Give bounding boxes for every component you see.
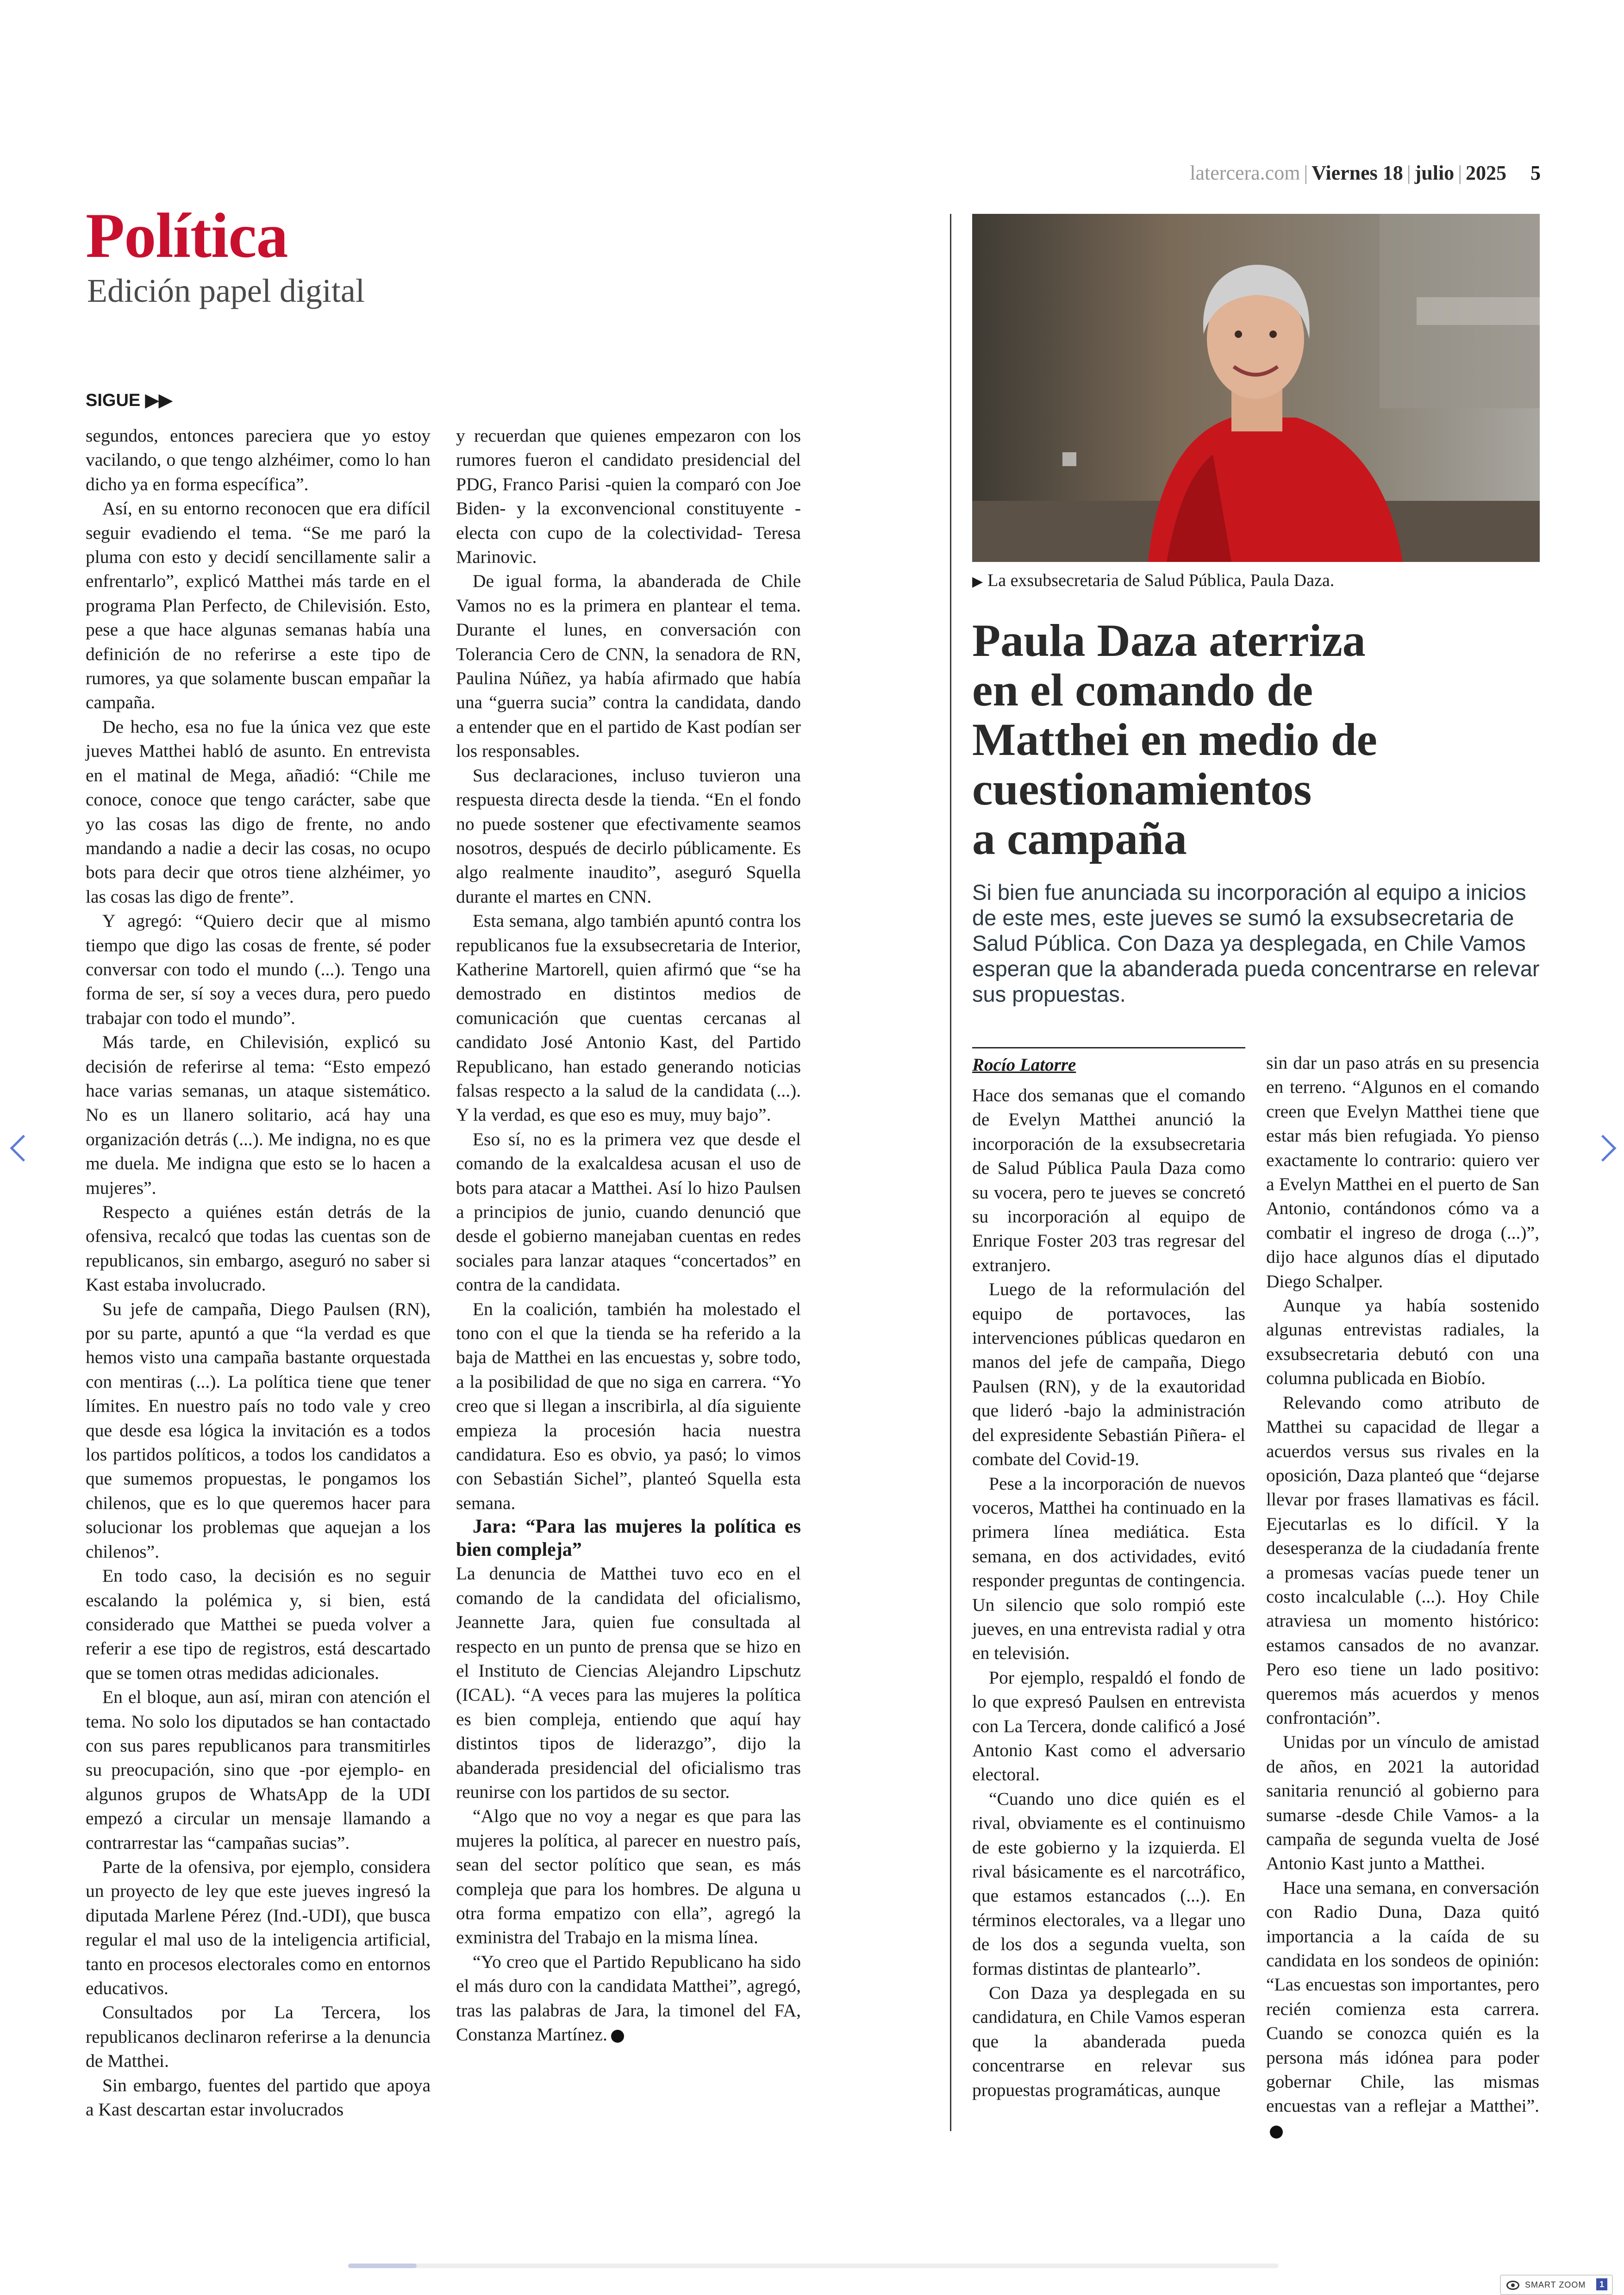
article-headline — [972, 616, 1540, 863]
caption-triangle-icon: ▶ — [972, 574, 983, 589]
paragraph: Consultados por La Tercera, los republicanos declinaron referirse a la denuncia de Matthei. — [86, 2002, 431, 2071]
smart-zoom-label: SMART ZOOM — [1525, 2280, 1586, 2289]
paragraph: Por ejemplo, respaldó el fondo de lo que expresó Paulsen en entrevista con La Tercera, donde calificó a José Antonio Kast como el adversario electoral. — [972, 1667, 1245, 1785]
paragraph: De hecho, esa no fue la única vez que este jueves Matthei habló de asunto. En entrevista en el matinal de Mega, añadió: “Chile me conoce, conoce que tengo carácter, sabe que yo las cosas las digo de frente, no ando mandando a nadie a decir las cosas, no ocupo bots para decir que otros tiene alzhéimer, yo las cosas las digo de frente”. — [86, 716, 431, 907]
paragraph: Eso sí, no es la primera vez que desde el comando de la exalcaldesa acusan el uso de bots para atacar a Matthei. Así lo hizo Paulsen a principios de junio, cuando denunció que desde el gobierno manejaban cuentas en redes sociales para lanzar ataques “concertados” en contra de la candidata. — [456, 1129, 801, 1295]
paragraph: Aunque ya había sostenido algunas entrevistas radiales, la exsubsecretaria debutó con una columna publicada en Biobío. — [1266, 1295, 1539, 1389]
paragraph-text: Hace una semana, en conversación con Radio Duna, Daza quitó importancia a la caída de su candidata en los sondeos de opinión: “Las encuestas son importantes, pero recién comienza esta carrera. Cuando se conozca quién es la persona más idónea para poder gobernar Chile, las mismas encuestas van a reflejar a Matthei”. — [1266, 1877, 1539, 2116]
paragraph: De igual forma, la abanderada de Chile Vamos no es la primera en plantear el tema. Durante el lunes, en conversación con Tolerancia Cero de CNN, la senadora de RN, Paulina Núñez, ya había afirmado que había una “guerra sucia” contra la candidata, dando a entender que en el partido de Kast podían ser los responsables. — [456, 571, 801, 761]
page-number: 5 — [1530, 162, 1541, 184]
section-title: Política — [86, 200, 288, 271]
eye-icon — [1506, 2281, 1519, 2290]
right-article-column-2 — [1266, 1051, 1539, 2142]
paragraph: Hace dos semanas que el comando de Evelyn Matthei anunció la incorporación de la exsubsecretaria de Salud Pública Paula Daza como su vocera, pero te jueves se concretó su incorporación al equipo de Enrique Foster 203 tras regresar del extranjero. — [972, 1085, 1245, 1275]
continued-label: SIGUE ▶▶ — [86, 391, 173, 410]
paragraph: Sin embargo, fuentes del partido que apoya a Kast descartan estar involucrados — [86, 2075, 431, 2120]
paragraph: Luego de la reformulación del equipo de portavoces, las intervenciones públicas quedaron en manos del jefe de campaña, Diego Paulsen (RN), y de la exautoridad que lideró -bajo la administración del expresidente Sebastián Piñera- el combate del Covid-19. — [972, 1279, 1245, 1470]
article-subheading: Jara: “Para las mujeres la política es bien compleja” — [456, 1516, 801, 1561]
page-header: latercera.com | Viernes 18 | julio | 2025 5 — [1190, 162, 1541, 184]
edition-subtitle: Edición papel digital — [87, 272, 365, 309]
paragraph: Sus declaraciones, incluso tuvieron una respuesta directa desde la tienda. “En el fondo no puede sostener que efectivamente seamos nosotros, después de decirlo públicamente. Es algo realmente inaudito”, aseguró Squella durante el martes en CNN. — [456, 765, 801, 907]
headline-line: Matthei en medio de — [972, 714, 1377, 765]
smart-zoom-button[interactable] — [1500, 2275, 1613, 2295]
paragraph — [456, 1950, 801, 2047]
previous-page-arrow-icon[interactable] — [10, 1135, 37, 1162]
paragraph: Unidas por un vínculo de amistad de años, en 2021 la autoridad sanitaria renunció al gobierno para sumarse -desde Chile Vamos- a la campaña de segunda vuelta de José Antonio Kast junto a Matthei. — [1266, 1732, 1539, 1874]
paragraph: En el bloque, aun así, miran con atención el tema. No solo los diputados se han contactado con sus pares republicanos para transmitirles su preocupación, sino que -por ejemplo- en algunos grupos de WhatsApp de la UDI empezó a circular un mensaje llamando a contrarrestar las “campañas sucias”. — [86, 1687, 431, 1853]
article-byline: Rocío Latorre — [972, 1055, 1076, 1075]
byline-divider — [972, 1047, 1245, 1048]
paragraph — [1266, 1876, 1539, 2142]
paragraph: “Cuando uno dice quién es el rival, obviamente es el continuismo de este gobierno y la izquierda. El rival básicamente es el narcotráfico, que estamos estancados (...). En términos electorales, va a llegar uno de los dos a segunda vuelta, son formas distintas de plantearlo”. — [972, 1788, 1245, 1979]
headline-line: Paula Daza aterriza — [972, 615, 1366, 666]
paragraph: Así, en su entorno reconocen que era difícil seguir evadiendo el tema. “Se me paró la pluma con esto y decidí sencillamente salir a enfrentarlo”, explicó Matthei más tarde en el programa Plan Perfecto, de Chilevisión. Esto, pese a que hace algunas semanas había una definición de no referirse a este tipo de rumores, ya que solamente buscan empañar la campaña. — [86, 498, 431, 713]
paragraph: Esta semana, algo también apuntó contra los republicanos fue la exsubsecretaria de Interior, Katherine Martorell, quien afirmó que “se ha demostrado en distintos medios de comunicación que cuentas cercanas al candidato José Antonio Kast, del Partido Republicano, han estado generando noticias falsas respecto a la salud de la candidata (...). Y la verdad, es que eso es muy, muy bajo”. — [456, 911, 801, 1125]
page-indicator-badge: 1 — [1596, 2278, 1607, 2290]
left-article-column-2 — [456, 424, 801, 2046]
paragraph: “Algo que no voy a negar es que para las mujeres la política, al parecer en nuestro país, sean del sector político que sean, es más compleja que para los hombres. De alguna u otra forma empatizo con ella”, agregó la exministra del Trabajo en la misma línea. — [456, 1806, 801, 1948]
paragraph-text: “Yo creo que el Partido Republicano ha sido el más duro con la candidata Matthei”, agregó, tras las palabras de Jara, la timonel del FA, Constanza Martínez. — [456, 1951, 801, 2045]
paragraph: Parte de la ofensiva, por ejemplo, considera un proyecto de ley que este jueves ingresó la diputada Marlene Pérez (Ind.-UDI), que busca regular el mal uso de la inteligencia artificial, tanto en procesos electorales como en entornos educativos. — [86, 1856, 431, 1998]
paragraph: Con Daza ya desplegada en su candidatura, en Chile Vamos esperan que la abanderada pueda concentrarse en relevar sus propuestas programáticas, aunque — [972, 1983, 1245, 2100]
paragraph: Respecto a quiénes están detrás de la ofensiva, recalcó que todas las cuentas son de republicanos, sin embargo, aseguró no saber si Kast estaba involucrado. — [86, 1202, 431, 1295]
paragraph: sin dar un paso atrás en su presencia en terreno. “Algunos en el comando creen que Evelyn Matthei tiene que estar más bien refugiada. Yo pienso exactamente lo contrario: quiero ver a Evelyn Matthei en el puerto de San Antonio, contándonos cómo va a combatir el ingreso de droga (...)”, dijo hace algunos días el diputado Diego Schalper. — [1266, 1053, 1539, 1291]
column-divider — [950, 214, 951, 2131]
issue-day: Viernes 18 — [1312, 162, 1403, 184]
paragraph: Pese a la incorporación de nuevos voceros, Matthei ha continuado en la primera línea mediática. Esta semana, en dos actividades, evitó responder preguntas de contingencia. Un silencio que solo rompió este jueves, en una entrevista radial y otra en televisión. — [972, 1473, 1245, 1664]
paragraph: y recuerdan que quienes empezaron con los rumores fueron el candidato presidencial del PDG, Franco Parisi -quien la comparó con Joe Biden- y la exconvencional constituyente -electa con cupo de la colectividad- Teresa Marinovic. — [456, 425, 801, 568]
paragraph: Su jefe de campaña, Diego Paulsen (RN), por su parte, apuntó a que “la verdad es que hemos visto una campaña bastante orquestada con mentiras (...). La política tiene que tener límites. En nuestro país no todo vale y creo que desde esa lógica la invitación es a todos los partidos políticos, a todos los candidatos a que sumemos propuestas, le pongamos los chilenos, que es lo que queremos hacer para solucionar los problemas que aquejan a los chilenos”. — [86, 1298, 431, 1562]
page-scrollbar-thumb[interactable] — [348, 2264, 417, 2268]
page-scrollbar-track[interactable] — [348, 2264, 1279, 2268]
paragraph: En la coalición, también ha molestado el tono con el que la tienda se ha referido a la baja de Matthei en las encuestas y, sobre todo, a la posibilidad de que no siga en carrera. “Yo creo que si llegan a inscribirla, al día siguiente empieza la procesión hacia nuestra candidatura. Eso es obvio, ya pasó; lo vimos con Sebastián Sichel”, planteó Squella esta semana. — [456, 1298, 801, 1513]
article-lead: Si bien fue anunciada su incorporación al equipo a inicios de este mes, este jueves se sumó la exsubsecretaria de Salud Pública. Con Daza ya desplegada, en Chile Vamos esperan que la abanderada pueda concentrarse en relevar sus propuestas. — [972, 880, 1540, 1006]
headline-line: a campaña — [972, 813, 1187, 864]
caption-text: La exsubsecretaria de Salud Pública, Paula Daza. — [987, 571, 1335, 590]
paragraph: segundos, entonces pareciera que yo estoy vacilando, o que tengo alzhéimer, como lo han dicho ya en forma específica”. — [86, 425, 431, 494]
end-of-article-mark — [611, 2030, 624, 2043]
paragraph: Relevando como atributo de Matthei su capacidad de llegar a acuerdos versus sus rivales en la oposición, Daza planteó que “dejarse llevar por frases llamativas es fácil. Ejecutarlas es lo difícil. Y la desesperanza de la ciudadanía frente a promesas vacías puede tener un costo incalculable (...). Hoy Chile atraviesa un momento histórico: estamos cansados de no avanzar. Pero eso tiene un lado positivo: queremos más acuerdos y menos confrontación”. — [1266, 1392, 1539, 1728]
paragraph: Más tarde, en Chilevisión, explicó su decisión de referirse al tema: “Esto empezó hace varias semanas, un ataque sistemático. No es un llanero solitario, acá hay una organización detrás (...). Me indigna, no es que me duela. Me indigna que esto se lo hacen a mujeres”. — [86, 1032, 431, 1198]
paragraph: La denuncia de Matthei tuvo eco en el comando de la candidata del oficialismo, Jeannette Jara, quien fue consultada al respecto en un punto de prensa que se hizo en el Instituto de Ciencias Alejandro Lipschutz (ICAL). “A veces para las mujeres la política es bien compleja, entiendo que aquí hay distintos tipos de liderazgo”, dijo la abanderada presidencial del oficialismo tras reunirse con los partidos de su sector. — [456, 1563, 801, 1802]
right-article-column-1 — [972, 1083, 1245, 2102]
photo-caption — [972, 570, 1334, 591]
paragraph: En todo caso, la decisión es no seguir escalando la polémica y, si bien, está considerado que Matthei se pueda volver a referir a ese tipo de registros, está descartado que se tomen otras medidas adicionales. — [86, 1565, 431, 1683]
issue-year: 2025 — [1466, 162, 1506, 184]
site-name: latercera.com — [1190, 162, 1300, 184]
issue-month: julio — [1414, 162, 1455, 184]
end-of-article-mark — [1270, 2126, 1283, 2139]
article-photo — [972, 214, 1540, 562]
headline-line: cuestionamientos — [972, 763, 1312, 815]
paragraph: Y agregó: “Quiero decir que al mismo tiempo que digo las cosas de frente, sé poder conversar con todo el mundo (...). Tengo una forma de ser, sí soy a veces dura, pero puedo trabajar con todo el mundo”. — [86, 911, 431, 1028]
left-article-column-1 — [86, 424, 431, 2121]
next-page-arrow-icon[interactable] — [1590, 1135, 1617, 1162]
headline-line: en el comando de — [972, 664, 1313, 716]
portrait-illustration — [972, 214, 1540, 562]
